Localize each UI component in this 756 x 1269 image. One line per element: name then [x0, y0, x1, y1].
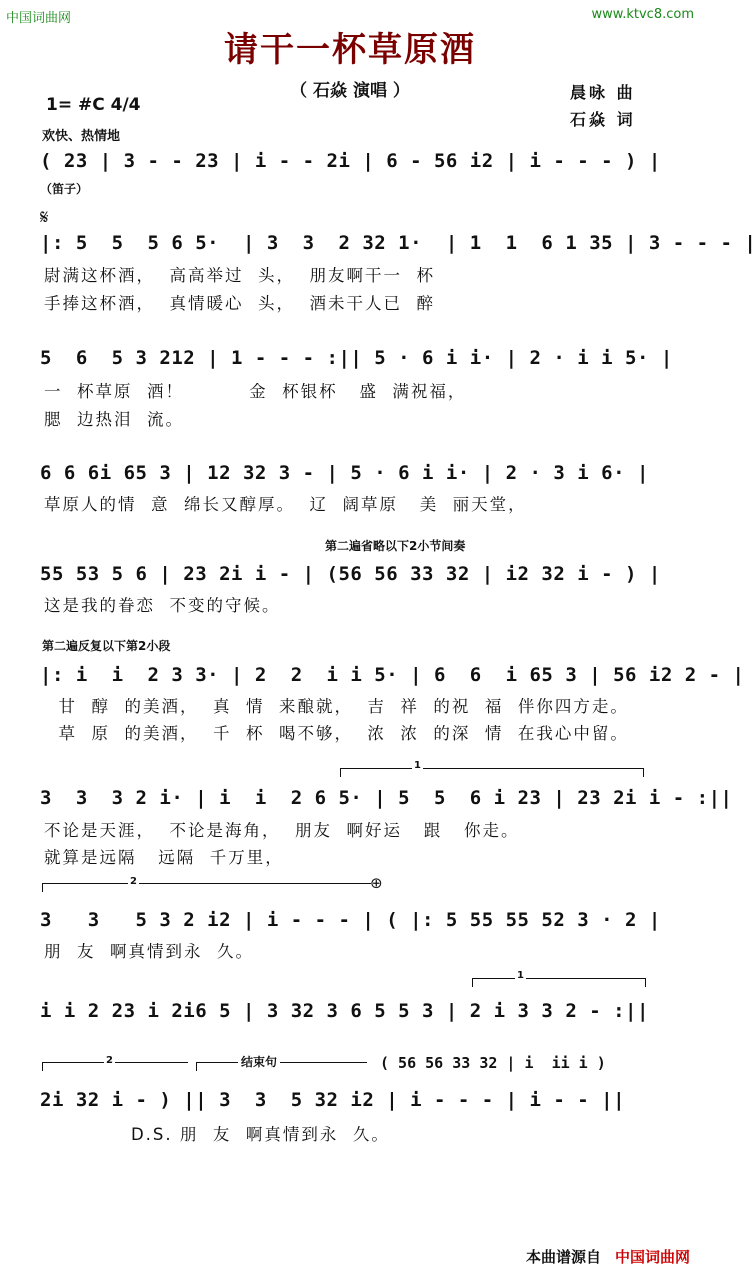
footer-site-name: 中国词曲网 — [614, 1248, 690, 1266]
score-row-2-lyric-2: 手捧这杯酒， 真情暖心 头， 酒未干人已 醉 — [44, 294, 435, 313]
volta-2-bracket — [42, 883, 371, 892]
score-row-7-lyric-2: 就算是远隔 远隔 千万里， — [44, 848, 284, 867]
composer-credit: 晨咏 曲 — [570, 83, 636, 102]
lyricist-credit: 石焱 词 — [570, 110, 636, 129]
footer-source-label: 本曲谱源自 — [525, 1248, 601, 1266]
score-row-6-notes: |: i i 2 3 3· | 2 2 i i 5· | 6 6 i 65 3 | 56 i2 2 - | — [40, 664, 745, 686]
volta-1b-bracket — [472, 978, 646, 987]
skip-note: 第二遍省略以下2小节间奏 — [325, 539, 466, 553]
volta-1b-label: 1 — [517, 970, 524, 981]
watermark-left: 中国词曲网 — [6, 11, 72, 26]
score-row-2-notes: |: 5 5 5 6 5· | 3 3 2 32 1· | 1 1 6 1 35 | 3 - - - | — [40, 232, 756, 254]
dizi-label: （笛子） — [40, 182, 89, 196]
score-row-5-lyric-1: 这是我的眷恋 不变的守候。 — [44, 596, 281, 615]
score-row-5-notes: 55 53 5 6 | 23 2i i - | (56 56 33 32 | i2 32 i - ) | — [40, 563, 661, 585]
score-row-10-notes: 2i 32 i - ) || 3 3 5 32 i2 | i - - - | i - - || — [40, 1089, 626, 1111]
coda-icon: ⊕ — [370, 874, 383, 892]
ending-label: 结束句 — [238, 1053, 280, 1070]
score-row-9-notes: i i 2 23 i 2i6 5 | 3 32 3 6 5 5 3 | 2 i 3 3 2 - :|| — [40, 1000, 649, 1022]
score-row-3-lyric-2: 腮 边热泪 流。 — [44, 410, 184, 429]
score-row-4-notes: 6 6 6i 65 3 | 12 32 3 - | 5 · 6 i i· | 2 · 3 i 6· | — [40, 462, 649, 484]
segno-icon: 𝄋 — [40, 205, 49, 229]
score-row-8-notes: 3 3 5 3 2 i2 | i - - - | ( |: 5 55 55 52 3 · 2 | — [40, 909, 661, 931]
score-row-6-lyric-1: 甘 醇 的美酒， 真 情 来酿就， 吉 祥 的祝 福 伴你四方走。 — [44, 697, 629, 716]
score-row-10-lyric-1: D.S. 朋 友 啊真情到永 久。 — [44, 1125, 390, 1144]
volta-2-label: 2 — [130, 876, 137, 887]
score-row-2-lyric-1: 尉满这杯酒， 高高举过 头， 朋友啊干一 杯 — [44, 266, 435, 285]
repeat-note: 第二遍反复以下第2小段 — [42, 639, 171, 653]
volta-1-label: 1 — [414, 760, 421, 771]
singer-credit: （ 石焱 演唱 ） — [290, 81, 410, 101]
footer-source — [526, 1246, 690, 1267]
volta-2b-label: 2 — [106, 1055, 113, 1066]
tempo-marking: 欢快、热情地 — [42, 129, 121, 144]
volta-2b-bracket — [42, 1062, 188, 1071]
score-row-3-lyric-1: 一 杯草原 酒！ 金 杯银杯 盛 满祝福， — [44, 382, 467, 401]
score-row-7-lyric-1: 不论是天涯， 不论是海角， 朋友 啊好运 跟 你走。 — [44, 821, 520, 840]
ending-bracket — [196, 1062, 367, 1071]
ending-notes: ( 56 56 33 32 | i ii i ) — [380, 1054, 606, 1072]
score-row-7-notes: 3 3 3 2 i· | i i 2 6 5· | 5 5 6 i 23 | 23 2i i - :|| — [40, 787, 733, 809]
key-signature: 1= #C 4/4 — [46, 95, 141, 115]
volta-1-bracket — [340, 768, 644, 777]
score-row-3-notes: 5 6 5 3 212 | 1 - - - :|| 5 · 6 i i· | 2 · i i 5· | — [40, 347, 673, 369]
song-title: 请干一杯草原酒 — [224, 30, 476, 70]
watermark-right: www.ktvc8.com — [591, 7, 694, 22]
score-row-6-lyric-2: 草 原 的美酒， 千 杯 喝不够， 浓 浓 的深 情 在我心中留。 — [44, 724, 629, 743]
score-row-8-lyric-1: 朋 友 啊真情到永 久。 — [44, 942, 254, 961]
score-row-4-lyric-1: 草原人的情 意 绵长又醇厚。 辽 阔草原 美 丽天堂， — [44, 495, 527, 514]
score-row-1-notes: ( 23 | 3 - - 23 | i - - 2i | 6 - 56 i2 | i - - - ) | — [40, 150, 661, 172]
